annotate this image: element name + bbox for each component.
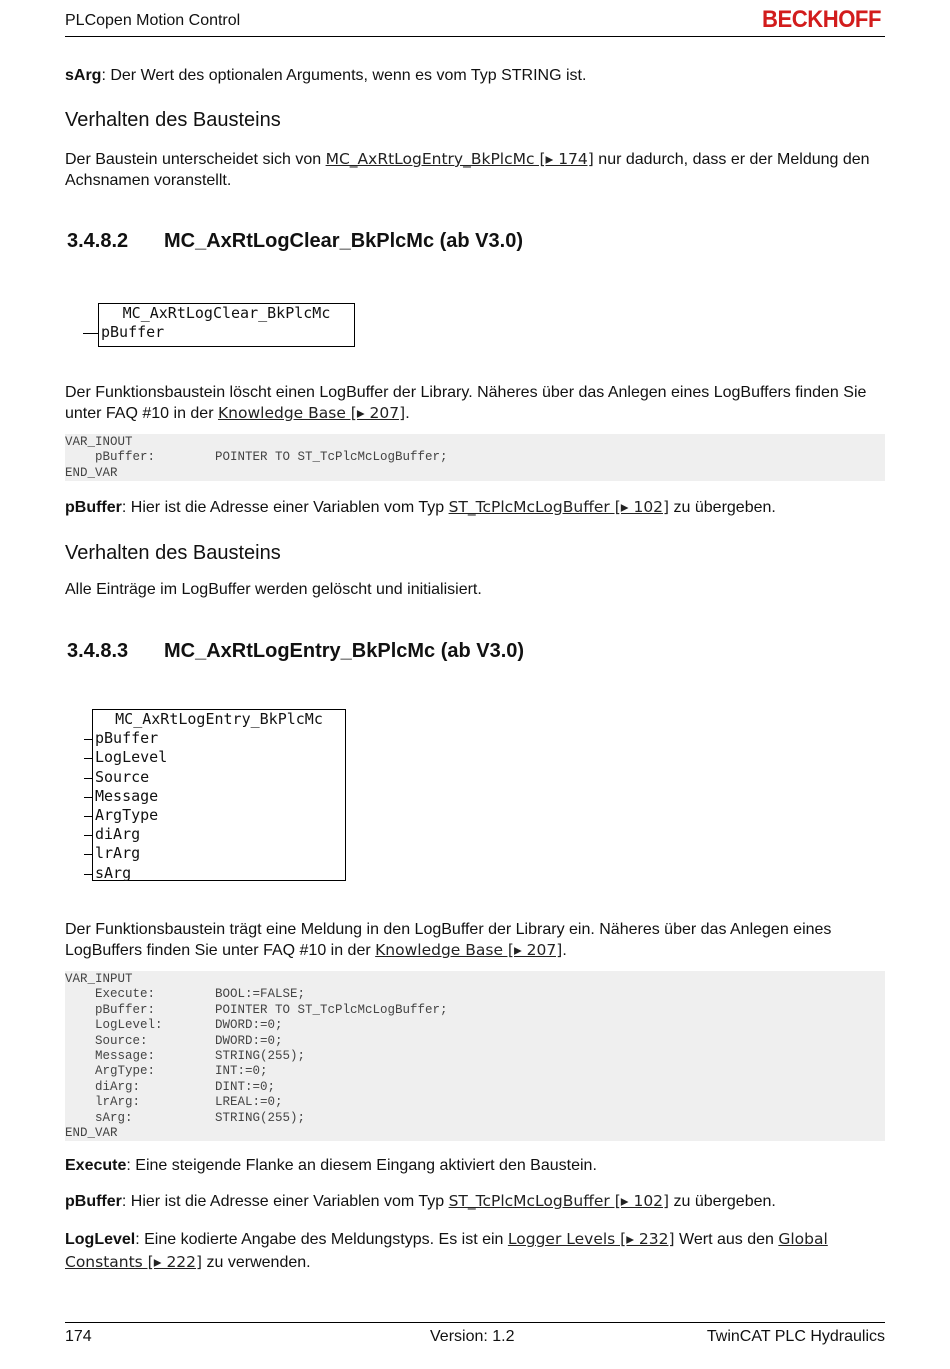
pbuffer-before: : Hier ist die Adresse einer Variablen vom Typ xyxy=(121,1193,449,1210)
desc-after: . xyxy=(562,942,567,959)
code-block-log-entry: VAR_INPUT Execute: BOOL:=FALSE; pBuffer: POINTER TO ST_TcPlcMcLogBuffer; LogLevel: DWORD:=0; Source: DWORD:=0; Message: STRING(255); ArgType: INT:=0; diArg: DINT:=0; lrArg: LREAL:=0; sArg: STRING(255); END_VAR xyxy=(65,971,885,1141)
pbuffer-after: zu übergeben. xyxy=(669,499,776,516)
fb-title: MC_AxRtLogClear_BkPlcMc xyxy=(122,304,331,322)
pbuffer-term: pBuffer xyxy=(65,499,122,516)
pbuffer-after: zu übergeben. xyxy=(669,1193,776,1210)
fb-pin-message: Message xyxy=(93,787,345,806)
log-entry-pbuffer-description xyxy=(65,1191,887,1212)
fb-pin-argtype: ArgType xyxy=(93,806,345,825)
behavior-heading-1: Verhalten des Bausteins xyxy=(65,109,281,131)
product-name: TwinCAT PLC Hydraulics xyxy=(706,1328,885,1345)
execute-text: : Eine steigende Flanke an diesem Eingang aktiviert den Baustein. xyxy=(126,1157,597,1174)
link-mc-axrtlogentry[interactable]: MC_AxRtLogEntry_BkPlcMc [▸ 174] xyxy=(325,150,594,168)
fb-pin-pbuffer: pBuffer xyxy=(93,729,345,748)
link-knowledge-base[interactable]: Knowledge Base [▸ 207] xyxy=(375,941,563,959)
section-heading-log-clear xyxy=(67,230,523,253)
log-clear-description xyxy=(65,382,887,424)
link-knowledge-base[interactable]: Knowledge Base [▸ 207] xyxy=(217,404,406,422)
section-number: 3.4.8.2 xyxy=(67,230,129,252)
behavior-heading-2: Verhalten des Bausteins xyxy=(65,542,281,564)
pbuffer-before: : Hier ist die Adresse einer Variablen vom Typ xyxy=(121,499,449,516)
beckhoff-logo: BECKHOFF xyxy=(762,6,881,33)
sarg-term: sArg xyxy=(65,67,102,84)
fb-pin-lrarg: lrArg xyxy=(93,844,345,863)
section-title: MC_AxRtLogEntry_BkPlcMc (ab V3.0) xyxy=(164,640,525,662)
link-st-tcplcmclogbuffer[interactable]: ST_TcPlcMcLogBuffer [▸ 102] xyxy=(448,1192,670,1210)
loglevel-description xyxy=(65,1228,887,1274)
link-st-tcplcmclogbuffer[interactable]: ST_TcPlcMcLogBuffer [▸ 102] xyxy=(448,498,670,516)
desc-before: Der Funktionsbaustein trägt eine Meldung in den LogBuffer der Library ein. Näheres über das Anlegen eines LogBuffers finden Sie unter FAQ #10 in der xyxy=(65,921,832,959)
desc-after: . xyxy=(405,405,410,422)
behavior-text-2: Alle Einträge im LogBuffer werden gelöscht und initialisiert. xyxy=(65,581,482,598)
log-clear-pbuffer-description xyxy=(65,497,887,518)
fb-pin-diarg: diArg xyxy=(93,825,345,844)
header-title: PLCopen Motion Control xyxy=(65,12,241,29)
loglevel-after: zu verwenden. xyxy=(202,1254,311,1271)
behavior-text-before: Der Baustein unterscheidet sich von xyxy=(65,151,326,168)
fb-title: MC_AxRtLogEntry_BkPlcMc xyxy=(115,710,323,728)
page-number: 174 xyxy=(65,1328,92,1345)
link-global-constants[interactable]: Global Constants [▸ 222] xyxy=(65,1230,828,1271)
fb-pin-pbuffer: pBuffer xyxy=(99,323,354,342)
execute-description xyxy=(65,1155,887,1176)
desc-before: Der Funktionsbaustein löscht einen LogBuffer der Library. Näheres über das Anlegen eines LogBuffers finden Sie unter FAQ #10 in der xyxy=(65,384,867,422)
behavior-text-1 xyxy=(65,149,887,191)
function-block-diagram-log-entry xyxy=(92,709,346,881)
section-number: 3.4.8.3 xyxy=(67,640,129,662)
loglevel-mid: Wert aus den xyxy=(674,1231,779,1248)
fb-pin-loglevel: LogLevel xyxy=(93,748,345,767)
section-heading-log-entry xyxy=(67,640,524,663)
document-version: Version: 1.2 xyxy=(430,1328,515,1345)
function-block-diagram-log-clear xyxy=(98,303,355,347)
sarg-text: : Der Wert des optionalen Arguments, wenn es vom Typ STRING ist. xyxy=(101,67,587,84)
execute-term: Execute xyxy=(65,1157,127,1174)
footer-divider xyxy=(65,1322,885,1323)
section-title: MC_AxRtLogClear_BkPlcMc (ab V3.0) xyxy=(164,230,523,252)
log-entry-description xyxy=(65,919,887,961)
loglevel-before: : Eine kodierte Angabe des Meldungstyps. Es ist ein xyxy=(135,1231,508,1248)
fb-pin-sarg: sArg xyxy=(93,864,345,883)
loglevel-term: LogLevel xyxy=(65,1231,136,1248)
link-logger-levels[interactable]: Logger Levels [▸ 232] xyxy=(507,1230,675,1248)
sarg-description xyxy=(65,65,887,86)
fb-pin-source: Source xyxy=(93,768,345,787)
pbuffer-term: pBuffer xyxy=(65,1193,122,1210)
header-divider xyxy=(65,36,885,37)
behavior-text-after: nur dadurch, dass er der Meldung den Achsnamen voranstellt. xyxy=(65,151,870,189)
code-block-log-clear: VAR_INOUT pBuffer: POINTER TO ST_TcPlcMcLogBuffer; END_VAR xyxy=(65,434,885,481)
